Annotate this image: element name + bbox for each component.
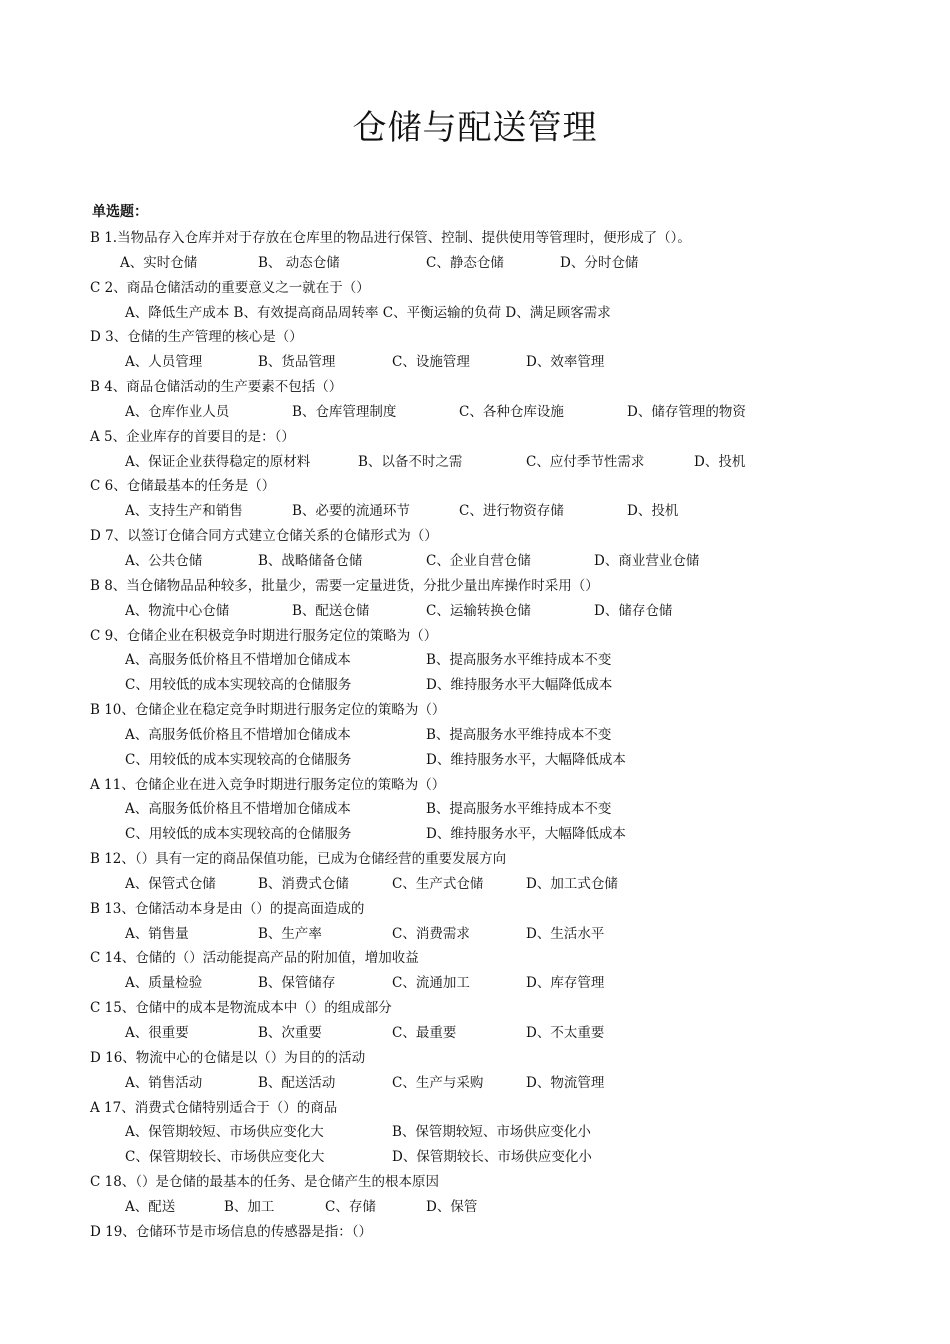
answer-option: C、保管期较长、市场供应变化大 xyxy=(125,1149,325,1166)
page-title: 仓储与配送管理 xyxy=(352,108,598,148)
answer-option: C、用较低的成本实现较高的仓储服务 xyxy=(125,677,352,694)
option-row xyxy=(90,874,850,899)
answer-option: D、分时仓储 xyxy=(560,254,639,271)
answer-option: B、 动态仓储 xyxy=(258,254,340,271)
question-stem: D 16、物流中心的仓储是以（）为目的的活动 xyxy=(90,1049,366,1066)
answer-option: A、高服务低价格且不惜增加仓储成本 xyxy=(125,726,351,743)
option-row xyxy=(90,750,850,775)
answer-option: D、维持服务水平，大幅降低成本 xyxy=(426,751,626,768)
answer-option: D、投机 xyxy=(694,453,746,470)
question-stem: C 14、仓储的（）活动能提高产品的附加值，增加收益 xyxy=(90,950,419,967)
answer-option: C、静态仓储 xyxy=(426,254,504,271)
answer-option: C、企业自营仓储 xyxy=(426,552,531,569)
answer-option: A、人员管理 xyxy=(125,354,203,371)
answer-option: D、物流管理 xyxy=(526,1074,605,1091)
question-list xyxy=(90,228,850,1247)
question-stem: C 9、仓储企业在积极竞争时期进行服务定位的策略为（） xyxy=(90,627,438,644)
answer-option: A、保管期较短、市场供应变化大 xyxy=(125,1124,324,1141)
option-row xyxy=(90,1073,850,1098)
option-row xyxy=(90,1147,850,1172)
answer-option: B、配送仓储 xyxy=(292,602,370,619)
answer-option: B、次重要 xyxy=(258,1025,322,1041)
option-row xyxy=(90,601,850,626)
answer-option: B、配送活动 xyxy=(258,1074,336,1091)
answer-option: C、生产与采购 xyxy=(392,1074,484,1091)
answer-option: D、生活水平 xyxy=(526,925,605,942)
answer-option: C、设施管理 xyxy=(392,354,470,371)
option-row xyxy=(90,824,850,849)
answer-option: D、维持服务水平，大幅降低成本 xyxy=(426,826,626,843)
answer-option: A、销售活动 xyxy=(125,1074,203,1091)
answer-option: B、提高服务水平维持成本不变 xyxy=(426,726,612,743)
option-row xyxy=(90,1023,850,1048)
answer-option: C、进行物资存储 xyxy=(459,503,564,520)
answer-option: A、实时仓储 xyxy=(120,254,198,271)
answer-option: B、保管期较短、市场供应变化小 xyxy=(392,1124,591,1141)
answer-option: D、维持服务水平大幅降低成本 xyxy=(426,677,613,694)
answer-option: D、不太重要 xyxy=(526,1025,605,1041)
answer-option: C、最重要 xyxy=(392,1025,457,1041)
question-stem: B 8、当仓储物品品种较多，批量少，需要一定量进货，分批少量出库操作时采用（） xyxy=(90,577,599,594)
answer-option: B、生产率 xyxy=(258,925,322,942)
answer-option: A、保证企业获得稳定的原材料 xyxy=(125,453,311,470)
answer-option: A、物流中心仓储 xyxy=(125,602,230,619)
answer-option: C、应付季节性需求 xyxy=(526,453,645,470)
answer-option: D、库存管理 xyxy=(526,975,605,992)
answer-option: C、用较低的成本实现较高的仓储服务 xyxy=(125,751,352,768)
question-stem: B 4、商品仓储活动的生产要素不包括（） xyxy=(90,379,343,396)
question-stem: B 10、仓储企业在稳定竞争时期进行服务定位的策略为（） xyxy=(90,702,446,719)
question-stem: D 7、以签订仓储合同方式建立仓储关系的仓储形式为（） xyxy=(90,528,438,545)
option-row xyxy=(90,551,850,576)
question-stem: B 13、仓储活动本身是由（）的提高面造成的 xyxy=(90,900,365,917)
answer-option: A、很重要 xyxy=(125,1025,189,1041)
answer-option: A、高服务低价格且不惜增加仓储成本 xyxy=(125,652,351,669)
question-stem: A 17、消费式仓储特别适合于（）的商品 xyxy=(90,1099,338,1116)
option-row xyxy=(90,1197,850,1222)
answer-option: D、商业营业仓储 xyxy=(594,552,700,569)
option-row xyxy=(90,973,850,998)
question-stem: B 1.当物品存入仓库并对于存放在仓库里的物品进行保管、控制、提供使用等管理时，便形成了（）。 xyxy=(90,230,691,246)
option-row xyxy=(90,924,850,949)
answer-option: A、质量检验 xyxy=(125,975,203,992)
answer-option: B、货品管理 xyxy=(258,354,336,371)
answer-option: D、储存仓储 xyxy=(594,602,673,619)
answer-option: D、投机 xyxy=(627,503,679,520)
answer-option: A、公共仓储 xyxy=(125,552,203,569)
question-stem: A 11、仓储企业在进入竞争时期进行服务定位的策略为（） xyxy=(90,776,446,793)
answer-option: B、战略储备仓储 xyxy=(258,552,363,569)
answer-option: D、效率管理 xyxy=(526,354,605,371)
question-stem: C 2、商品仓储活动的重要意义之一就在于（） xyxy=(90,279,370,296)
answer-option: C、各种仓库设施 xyxy=(459,403,564,420)
answer-option: B、以备不时之需 xyxy=(358,453,463,470)
answer-option: D、储存管理的物资 xyxy=(627,403,746,420)
question-stem: D 3、仓储的生产管理的核心是（） xyxy=(90,329,303,346)
option-row xyxy=(90,352,850,377)
answer-option: D、加工式仓储 xyxy=(526,875,618,892)
option-row xyxy=(90,725,850,750)
answer-option: C、运输转换仓储 xyxy=(426,602,531,619)
option-row xyxy=(90,675,850,700)
answer-option: D、保管 xyxy=(426,1198,478,1215)
answer-option: A、保管式仓储 xyxy=(125,875,216,892)
answer-option: B、保管储存 xyxy=(258,975,336,992)
question-stem: C 18、（）是仓储的最基本的任务、是仓储产生的根本原因 xyxy=(90,1174,440,1191)
answer-option: A、降低生产成本 B、有效提高商品周转率 C、平衡运输的负荷 D、满足顾客需求 xyxy=(125,304,611,321)
option-row xyxy=(90,253,850,278)
question-stem: C 15、仓储中的成本是物流成本中（）的组成部分 xyxy=(90,1000,392,1017)
option-row xyxy=(90,1122,850,1147)
option-row xyxy=(90,799,850,824)
answer-option: C、用较低的成本实现较高的仓储服务 xyxy=(125,826,352,843)
question-stem: D 19、仓储环节是市场信息的传感器是指：（） xyxy=(90,1223,373,1240)
option-row xyxy=(90,501,850,526)
answer-option: C、存储 xyxy=(325,1198,376,1215)
answer-option: D、保管期较长、市场供应变化小 xyxy=(392,1149,592,1166)
answer-option: B、提高服务水平维持成本不变 xyxy=(426,652,612,669)
answer-option: B、消费式仓储 xyxy=(258,875,349,892)
answer-option: C、消费需求 xyxy=(392,925,470,942)
option-row xyxy=(90,303,850,328)
answer-option: A、高服务低价格且不惜增加仓储成本 xyxy=(125,801,351,818)
answer-option: B、加工 xyxy=(224,1198,275,1215)
option-row xyxy=(90,452,850,477)
answer-option: A、销售量 xyxy=(125,925,189,942)
option-row xyxy=(90,650,850,675)
section-heading: 单选题： xyxy=(92,204,148,220)
option-row xyxy=(90,402,850,427)
question-stem: C 6、仓储最基本的任务是（） xyxy=(90,478,276,495)
answer-option: A、仓库作业人员 xyxy=(125,403,230,420)
answer-option: B、仓库管理制度 xyxy=(292,403,397,420)
answer-option: C、生产式仓储 xyxy=(392,875,484,892)
answer-option: B、必要的流通环节 xyxy=(292,503,410,520)
answer-option: B、提高服务水平维持成本不变 xyxy=(426,801,612,818)
answer-option: C、流通加工 xyxy=(392,975,470,992)
answer-option: A、支持生产和销售 xyxy=(125,503,243,520)
question-stem: A 5、企业库存的首要目的是：（） xyxy=(90,428,295,445)
answer-option: A、配送 xyxy=(125,1198,176,1215)
question-stem: B 12、（）具有一定的商品保值功能，已成为仓储经营的重要发展方向 xyxy=(90,851,507,868)
